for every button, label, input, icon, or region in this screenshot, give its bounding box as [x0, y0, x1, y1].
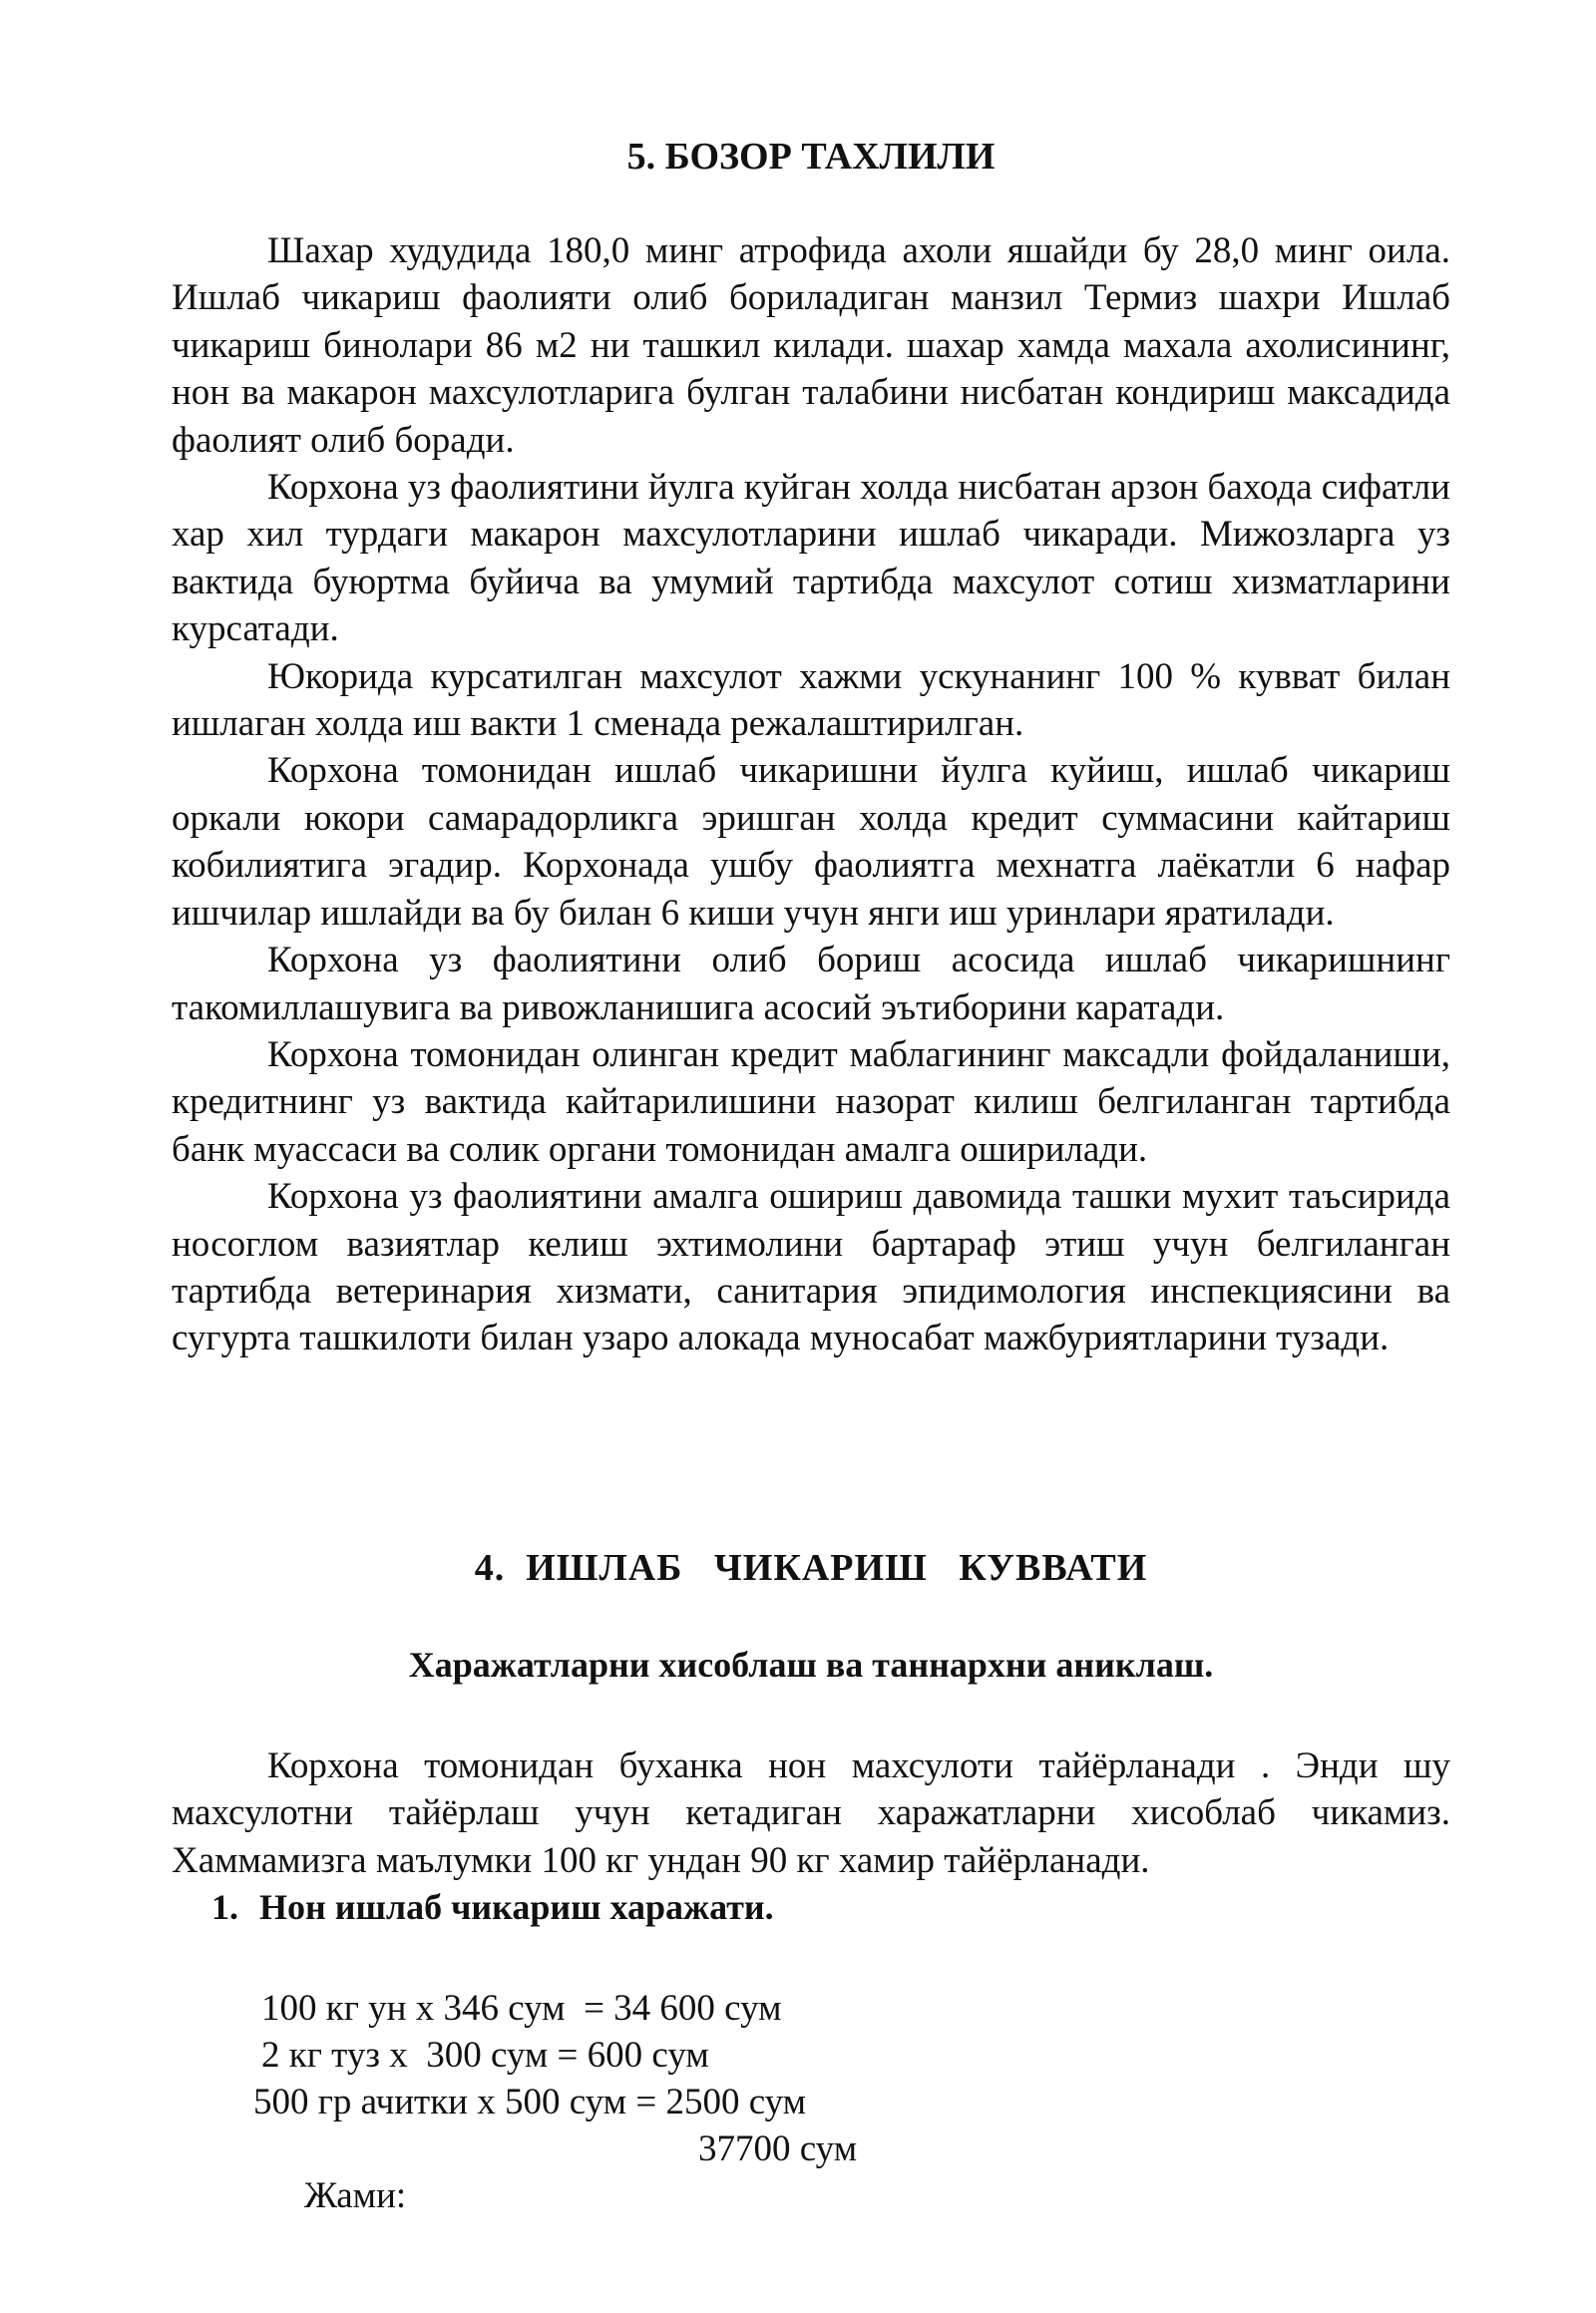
calc-total-row — [267, 2125, 858, 2313]
paragraph: Корхона уз фаолиятини олиб бориш асосида ишлаб чикаришнинг такомиллашувига ва ривожланишига асосий эътиборини каратади. — [172, 940, 1450, 1028]
paragraph: Корхона томонидан ишлаб чикаришни йулга куйиш, ишлаб чикариш оркали юкори самарадорликга эришган холда кредит суммасини кайтариш кобилиятига эгадир. Корхонада ушбу фаолиятга мехнатга лаёкатли 6 нафар ишчилар ишлайди ва бу билан 6 киши учун янги иш уринлари яратилади. — [172, 750, 1450, 934]
list-number: 1. — [211, 1887, 238, 1927]
paragraph: Корхона уз фаолиятини йулга куйган холда нисбатан арзон бахода сифатли хар хил турдаги макарон махсулотларини ишлаб чикаради. Мижозларга уз вактида буюртма буйича ва умумий тартибда махсулот сотиш хизматларини курсатади. — [172, 467, 1450, 650]
paragraph: Шахар худудида 180,0 минг атрофида ахоли яшайди бу 28,0 минг оила. Ишлаб чикариш фаолияти олиб бориладиган манзил Термиз шахри Ишлаб чикариш бинолари 86 м2 ни ташкил килади. шахар хамда махала ахолисининг, нон ва макарон махсулотларига булган талабини нисбатан кондириш максадида фаолият олиб боради. — [172, 230, 1450, 461]
paragraph: Юкорида курсатилган махсулот хажми ускунанинг 100 % кувват билан ишлаган холда иш вакти 1 сменада режалаштирилган. — [172, 655, 1450, 745]
section-title-production-capacity: 4. ИШЛАБ ЧИКАРИШ КУВВАТИ — [474, 1547, 1148, 1589]
section-subtitle-costs: Харажатларни хисоблаш ва таннархни аниклаш. — [408, 1645, 1214, 1685]
calc-line-flour: 100 кг ун х 346 сум = 34 600 сум — [261, 1988, 782, 2029]
list-title: Нон ишлаб чикариш харажати. — [259, 1887, 774, 1927]
total-value: 37700 сум — [698, 2128, 858, 2169]
paragraph: Корхона томонидан буханка нон махсулоти тайёрланади . Энди шу махсулотни тайёрлаш учун кетадиган харажатларни хисоблаб чикамиз. Хаммамизга маълумки 100 кг ундан 90 кг хамир тайёрланади. — [172, 1745, 1450, 1881]
list-item-bread-costs — [211, 1883, 774, 1931]
paragraph: Корхона уз фаолиятини амалга ошириш давомида ташки мухит таъсирида носоглом вазиятлар келиш эхтимолини бартараф этиш учун белгиланган тартибда ветеринария хизмати, санитария эпидимология инспекциясини ва сугурта ташкилоти билан узаро алокада муносабат мажбуриятларини тузади. — [172, 1176, 1450, 1359]
calc-line-salt: 2 кг туз х 300 сум = 600 сум — [261, 2035, 709, 2076]
paragraph: Корхона томонидан олинган кредит маблагининг максадли фойдаланиши, кредитнинг уз вактида кайтарилишини назорат килиш белгиланган тартибда банк муассаси ва солик органи томонидан амалга оширилади. — [172, 1033, 1450, 1170]
calc-line-yeast: 500 гр ачитки х 500 сум = 2500 сум — [253, 2082, 807, 2122]
total-label: Жами: — [304, 2175, 407, 2216]
production-body — [172, 1742, 1450, 1884]
section-title-market-analysis: 5. БОЗОР ТАХЛИЛИ — [626, 136, 996, 178]
market-analysis-body — [172, 227, 1450, 1362]
